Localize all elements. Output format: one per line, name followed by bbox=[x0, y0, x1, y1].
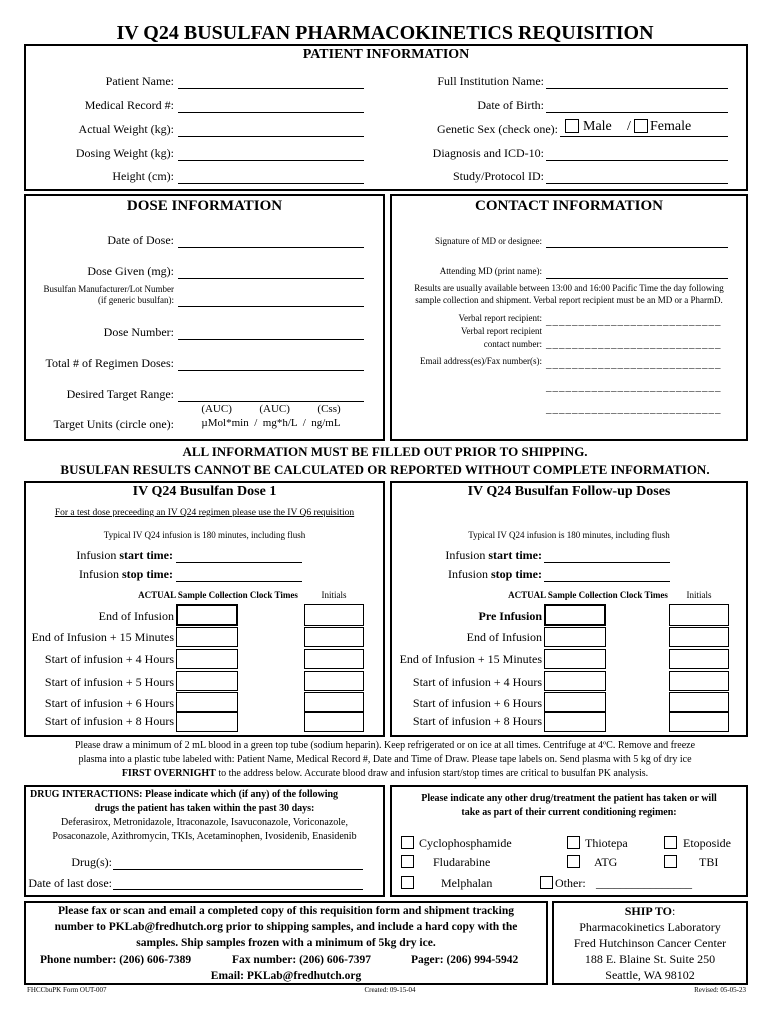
atg-checkbox[interactable] bbox=[567, 855, 580, 868]
other-label: Other: bbox=[555, 876, 586, 890]
ship-line-4: Seattle, WA 98102 bbox=[605, 968, 695, 982]
followup-typical: Typical IV Q24 infusion is 180 minutes, including flush bbox=[468, 530, 670, 540]
followup-initials-header: Initials bbox=[686, 590, 712, 600]
dose1-initials-box-6[interactable] bbox=[304, 712, 364, 732]
last-dose-field[interactable] bbox=[113, 889, 363, 890]
dose1-initials-box-4[interactable] bbox=[304, 671, 364, 691]
dosing-weight-field[interactable] bbox=[178, 160, 364, 161]
sex-slash: / bbox=[627, 119, 631, 134]
target-range-field[interactable] bbox=[178, 401, 364, 402]
followup-time-box-3[interactable] bbox=[544, 649, 606, 669]
patient-name-field[interactable] bbox=[178, 88, 364, 89]
total-doses-field[interactable] bbox=[178, 370, 364, 371]
verbal-field[interactable]: ___________________________ bbox=[546, 315, 722, 327]
dose1-row-label-4: Start of infusion + 5 Hours bbox=[44, 675, 174, 689]
followup-start-label: Infusion start time: bbox=[445, 548, 542, 562]
created-date: Created: 09-15-04 bbox=[364, 986, 416, 994]
followup-row-label-5: Start of infusion + 6 Hours bbox=[412, 696, 542, 710]
melphalan-label: Melphalan bbox=[441, 876, 493, 890]
drug-header-2: drugs the patient has taken within the past 30 days: bbox=[94, 803, 315, 814]
study-id-field[interactable] bbox=[546, 183, 728, 184]
melphalan-checkbox[interactable] bbox=[401, 876, 414, 889]
revised-date: Revised: 05-05-23 bbox=[694, 986, 746, 994]
followup-start-field[interactable] bbox=[544, 562, 670, 563]
dose1-start-field[interactable] bbox=[176, 562, 302, 563]
patient-name-label: Patient Name: bbox=[105, 74, 174, 88]
verbal-contact-label-1: Verbal report recipient bbox=[461, 326, 542, 336]
female-label: Female bbox=[650, 119, 692, 134]
patient-info-header: PATIENT INFORMATION bbox=[302, 47, 470, 62]
dose1-initials-box-1[interactable] bbox=[304, 604, 364, 626]
target-units-label: Target Units (circle one): bbox=[53, 417, 174, 431]
dose1-initials-box-3[interactable] bbox=[304, 649, 364, 669]
conditioning-header-1: Please indicate any other drug/treatment the patient has taken or will bbox=[421, 793, 717, 804]
dose-given-label: Dose Given (mg): bbox=[87, 264, 174, 278]
tbi-checkbox[interactable] bbox=[664, 855, 677, 868]
dose1-initials-box-5[interactable] bbox=[304, 692, 364, 712]
dose1-header: IV Q24 Busulfan Dose 1 bbox=[132, 484, 277, 499]
atg-label: ATG bbox=[594, 855, 618, 869]
manufacturer-field[interactable] bbox=[178, 306, 364, 307]
contact-info-header: CONTACT INFORMATION bbox=[475, 198, 663, 214]
etoposide-label: Etoposide bbox=[683, 836, 731, 850]
dose1-initials-box-2[interactable] bbox=[304, 627, 364, 647]
conditioning-header-2: take as part of their current conditioning regimen: bbox=[461, 807, 677, 818]
dose1-time-box-2[interactable] bbox=[176, 627, 238, 647]
diagnosis-field[interactable] bbox=[546, 160, 728, 161]
followup-time-box-6[interactable] bbox=[544, 712, 606, 732]
followup-initials-box-1[interactable] bbox=[669, 604, 729, 626]
instructions-line-1: Please draw a minimum of 2 mL blood in a green top tube (sodium heparin). Keep refrigerated or on ice at all times. Centrifuge at 4ºC. Remove and freeze bbox=[74, 740, 696, 751]
drug-list-1: Deferasirox, Metronidazole, Itraconazole, Isavuconazole, Voriconazole, bbox=[60, 817, 348, 828]
followup-initials-box-3[interactable] bbox=[669, 649, 729, 669]
email-field-2[interactable]: ___________________________ bbox=[546, 381, 722, 393]
dose1-row-label-6: Start of infusion + 8 Hours bbox=[44, 714, 174, 728]
male-checkbox[interactable] bbox=[565, 119, 579, 133]
height-label: Height (cm): bbox=[112, 169, 174, 183]
other-field[interactable]: ________________ bbox=[596, 876, 692, 890]
manufacturer-sub-label: (if generic busulfan): bbox=[98, 295, 174, 305]
followup-row-label-3: End of Infusion + 15 Minutes bbox=[399, 652, 542, 666]
male-label: Male bbox=[583, 119, 612, 134]
fax-line-3: samples. Ship samples frozen with a minimum of 5kg dry ice. bbox=[136, 937, 436, 949]
dose1-time-box-5[interactable] bbox=[176, 692, 238, 712]
fax-number: Fax number: (206) 606-7397 bbox=[232, 954, 371, 966]
followup-initials-box-5[interactable] bbox=[669, 692, 729, 712]
ship-line-3: 188 E. Blaine St. Suite 250 bbox=[584, 952, 716, 966]
fludarabine-label: Fludarabine bbox=[433, 855, 491, 869]
dose1-row-label-2: End of Infusion + 15 Minutes bbox=[31, 630, 174, 644]
medical-record-field[interactable] bbox=[178, 112, 364, 113]
pager-number: Pager: (206) 994-5942 bbox=[411, 954, 519, 966]
tbi-label: TBI bbox=[699, 855, 719, 869]
target-units-options[interactable]: µMol*min / mg*h/L / ng/mL bbox=[201, 417, 341, 429]
date-of-dose-field[interactable] bbox=[178, 247, 364, 248]
warning-line-1: ALL INFORMATION MUST BE FILLED OUT PRIOR TO SHIPPING. bbox=[182, 444, 588, 459]
followup-first-time-box[interactable] bbox=[544, 604, 606, 626]
dose-number-label: Dose Number: bbox=[103, 325, 174, 339]
attending-label: Attending MD (print name): bbox=[439, 266, 542, 276]
followup-initials-box-6[interactable] bbox=[669, 712, 729, 732]
date-of-dose-label: Date of Dose: bbox=[107, 233, 174, 247]
results-note-2: sample collection and shipment. Verbal report recipient must be an MD or a PharmD. bbox=[415, 295, 723, 305]
instructions-line-2: plasma into a plastic tube labeled with: Patient Name, Medical Record #, Date and Time of Draw. Please tape labels on. Send plasma with 5 kg of dry ice bbox=[78, 754, 692, 765]
verbal-contact-field[interactable]: ___________________________ bbox=[546, 338, 722, 350]
fludarabine-checkbox[interactable] bbox=[401, 855, 414, 868]
dose1-start-label: Infusion start time: bbox=[76, 548, 173, 562]
dose1-time-box-3[interactable] bbox=[176, 649, 238, 669]
followup-time-box-4[interactable] bbox=[544, 671, 606, 691]
dose1-stop-label: Infusion stop time: bbox=[79, 567, 173, 581]
ship-to-header: SHIP TO: bbox=[624, 904, 676, 918]
diagnosis-label: Diagnosis and ICD-10: bbox=[432, 146, 544, 160]
verbal-contact-label-2: contact number: bbox=[483, 339, 542, 349]
warning-line-2: BUSULFAN RESULTS CANNOT BE CALCULATED OR REPORTED WITHOUT COMPLETE INFORMATION. bbox=[60, 462, 710, 477]
female-checkbox[interactable] bbox=[634, 119, 648, 133]
drug-header-1: DRUG INTERACTIONS: Please indicate which (if any) of the following bbox=[30, 789, 339, 800]
signature-field[interactable] bbox=[546, 247, 728, 248]
dose-given-field[interactable] bbox=[178, 278, 364, 279]
dose1-stop-field[interactable] bbox=[176, 581, 302, 582]
email-label: Email address(es)/Fax number(s): bbox=[420, 356, 542, 366]
drugs-label: Drug(s): bbox=[71, 855, 112, 869]
form-title: IV Q24 BUSULFAN PHARMACOKINETICS REQUISITION bbox=[116, 22, 654, 44]
dob-label: Date of Birth: bbox=[477, 98, 544, 112]
dose-info-header: DOSE INFORMATION bbox=[126, 198, 283, 214]
dose1-row-label-3: Start of infusion + 4 Hours bbox=[44, 652, 174, 666]
followup-row-label-2: End of Infusion bbox=[466, 630, 542, 644]
dose-number-field[interactable] bbox=[178, 339, 364, 340]
fax-line-1: Please fax or scan and email a completed copy of this requisition form and shipment tracking bbox=[57, 905, 515, 917]
study-id-label: Study/Protocol ID: bbox=[452, 169, 544, 183]
followup-row-label-6: Start of infusion + 8 Hours bbox=[412, 714, 542, 728]
thiotepa-label: Thiotepa bbox=[585, 836, 628, 850]
followup-initials-box-2[interactable] bbox=[669, 627, 729, 647]
signature-label: Signature of MD or designee: bbox=[435, 236, 542, 246]
instructions-line-3: FIRST OVERNIGHT to the address below. Accurate blood draw and infusion start/stop times are critical to busulfan PK analysis. bbox=[121, 768, 649, 779]
dosing-weight-label: Dosing Weight (kg): bbox=[75, 146, 174, 160]
fax-email[interactable]: Email: PKLab@fredhutch.org bbox=[210, 970, 362, 982]
dose1-actual-header: ACTUAL Sample Collection Clock Times bbox=[138, 590, 298, 600]
cyclophosphamide-label: Cyclophosphamide bbox=[419, 836, 512, 850]
followup-header: IV Q24 Busulfan Follow-up Doses bbox=[467, 484, 671, 499]
followup-row-label-4: Start of infusion + 4 Hours bbox=[412, 675, 542, 689]
institution-field[interactable] bbox=[546, 88, 728, 89]
institution-label: Full Institution Name: bbox=[437, 74, 544, 88]
dose1-row-label-5: Start of infusion + 6 Hours bbox=[44, 696, 174, 710]
total-doses-label: Total # of Regimen Doses: bbox=[45, 356, 174, 370]
cyclophosphamide-checkbox[interactable] bbox=[401, 836, 414, 849]
email-field-3[interactable]: ___________________________ bbox=[546, 403, 722, 415]
dose1-first-time-box[interactable] bbox=[176, 604, 238, 626]
form-number: FHCCbuPK Form OUT-007 bbox=[27, 986, 107, 994]
height-field[interactable] bbox=[178, 183, 364, 184]
actual-weight-label: Actual Weight (kg): bbox=[78, 122, 174, 136]
results-note-1: Results are usually available between 13:00 and 16:00 Pacific Time the day following bbox=[414, 283, 724, 293]
genetic-sex-line bbox=[560, 136, 728, 137]
etoposide-checkbox[interactable] bbox=[664, 836, 677, 849]
actual-weight-field[interactable] bbox=[178, 136, 364, 137]
followup-time-box-2[interactable] bbox=[544, 627, 606, 647]
dob-field[interactable] bbox=[546, 112, 728, 113]
drug-list-2: Posaconazole, Azithromycin, TKIs, Acetaminophen, Ivosidenib, Enasidenib bbox=[52, 831, 357, 842]
genetic-sex-label: Genetic Sex (check one): bbox=[437, 122, 558, 136]
drugs-field[interactable] bbox=[113, 869, 363, 870]
target-range-label: Desired Target Range: bbox=[66, 387, 174, 401]
target-units-top: (AUC) (AUC) (Css) bbox=[201, 403, 341, 415]
thiotepa-checkbox[interactable] bbox=[567, 836, 580, 849]
last-dose-label: Date of last dose: bbox=[28, 876, 112, 890]
followup-row-label-1: Pre Infusion bbox=[478, 609, 542, 623]
medical-record-label: Medical Record #: bbox=[84, 98, 174, 112]
dose1-initials-header: Initials bbox=[321, 590, 347, 600]
followup-stop-label: Infusion stop time: bbox=[448, 567, 542, 581]
dose1-time-box-6[interactable] bbox=[176, 712, 238, 732]
dose1-note: For a test dose preceeding an IV Q24 regimen please use the IV Q6 requisition bbox=[54, 508, 355, 518]
dose1-typical: Typical IV Q24 infusion is 180 minutes, including flush bbox=[103, 530, 306, 540]
verbal-label: Verbal report recipient: bbox=[458, 313, 542, 323]
followup-stop-field[interactable] bbox=[544, 581, 670, 582]
phone-number: Phone number: (206) 606-7389 bbox=[40, 954, 192, 966]
fax-line-2: number to PKLab@fredhutch.org prior to shipping samples, and include a hard copy with the bbox=[54, 921, 518, 933]
email-field-1[interactable]: ___________________________ bbox=[546, 358, 722, 370]
followup-actual-header: ACTUAL Sample Collection Clock Times bbox=[508, 590, 668, 600]
ship-line-2: Fred Hutchinson Cancer Center bbox=[573, 936, 727, 950]
followup-initials-box-4[interactable] bbox=[669, 671, 729, 691]
attending-field[interactable] bbox=[546, 278, 728, 279]
other-checkbox[interactable] bbox=[540, 876, 553, 889]
dose1-row-label-1: End of Infusion bbox=[98, 609, 174, 623]
followup-time-box-5[interactable] bbox=[544, 692, 606, 712]
ship-line-1: Pharmacokinetics Laboratory bbox=[579, 920, 721, 934]
dose1-time-box-4[interactable] bbox=[176, 671, 238, 691]
manufacturer-label: Busulfan Manufacturer/Lot Number bbox=[43, 284, 174, 294]
